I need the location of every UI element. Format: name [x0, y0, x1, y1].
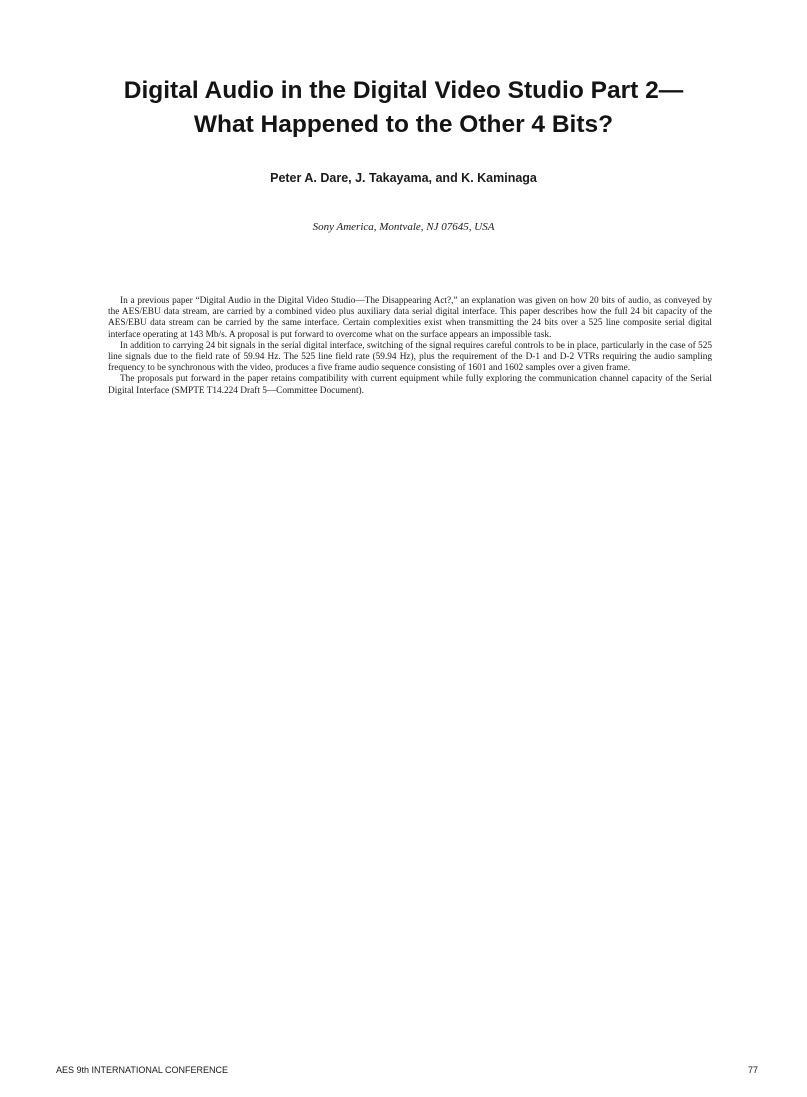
abstract-paragraph-1: In a previous paper “Digital Audio in the Digital Video Studio—The Disappearing Act?,” an explanation was given on how 20 bits of audio, as conveyed by the AES/EBU data stream, are carried by a combined video plus auxiliary data serial digital interface. This paper describes how the full 24 bit capacity of the AES/EBU data stream can be carried by the same interface. Certain complexities exist when transmitting the 24 bits over a 525 line composite serial digital interface operating at 143 Mb/s. A proposal is put forward to overcome what on the surface appears an impossible task. — [108, 296, 712, 340]
paper-affiliation: Sony America, Montvale, NJ 07645, USA — [312, 221, 495, 233]
footer-conference: AES 9th INTERNATIONAL CONFERENCE — [56, 1065, 229, 1075]
paper-authors: Peter A. Dare, J. Takayama, and K. Kaminaga — [270, 171, 537, 185]
paper-title-line-2: What Happened to the Other 4 Bits? — [193, 111, 614, 138]
footer-page-number: 77 — [747, 1065, 758, 1075]
abstract — [108, 296, 712, 397]
abstract-paragraph-2: In addition to carrying 24 bit signals in the serial digital interface, switching of the signal requires careful controls to be in place, particularly in the case of 525 line signals due to the field rate of 59.94 Hz. The 525 line field rate (59.94 Hz), plus the requirement of the D-1 and D-2 VTRs requiring the audio sampling frequency to be synchronous with the video, produces a five frame audio sequence consisting of 1601 and 1602 samples over a given frame. — [108, 340, 712, 374]
abstract-paragraph-3: The proposals put forward in the paper retains compatibility with current equipment while fully exploring the communication channel capacity of the Serial Digital Interface (SMPTE T14.224 Draft 5—Committee Document). — [108, 374, 712, 396]
paper-title-line-1: Digital Audio in the Digital Video Studio Part 2— — [123, 77, 684, 104]
paper-title — [60, 74, 747, 142]
